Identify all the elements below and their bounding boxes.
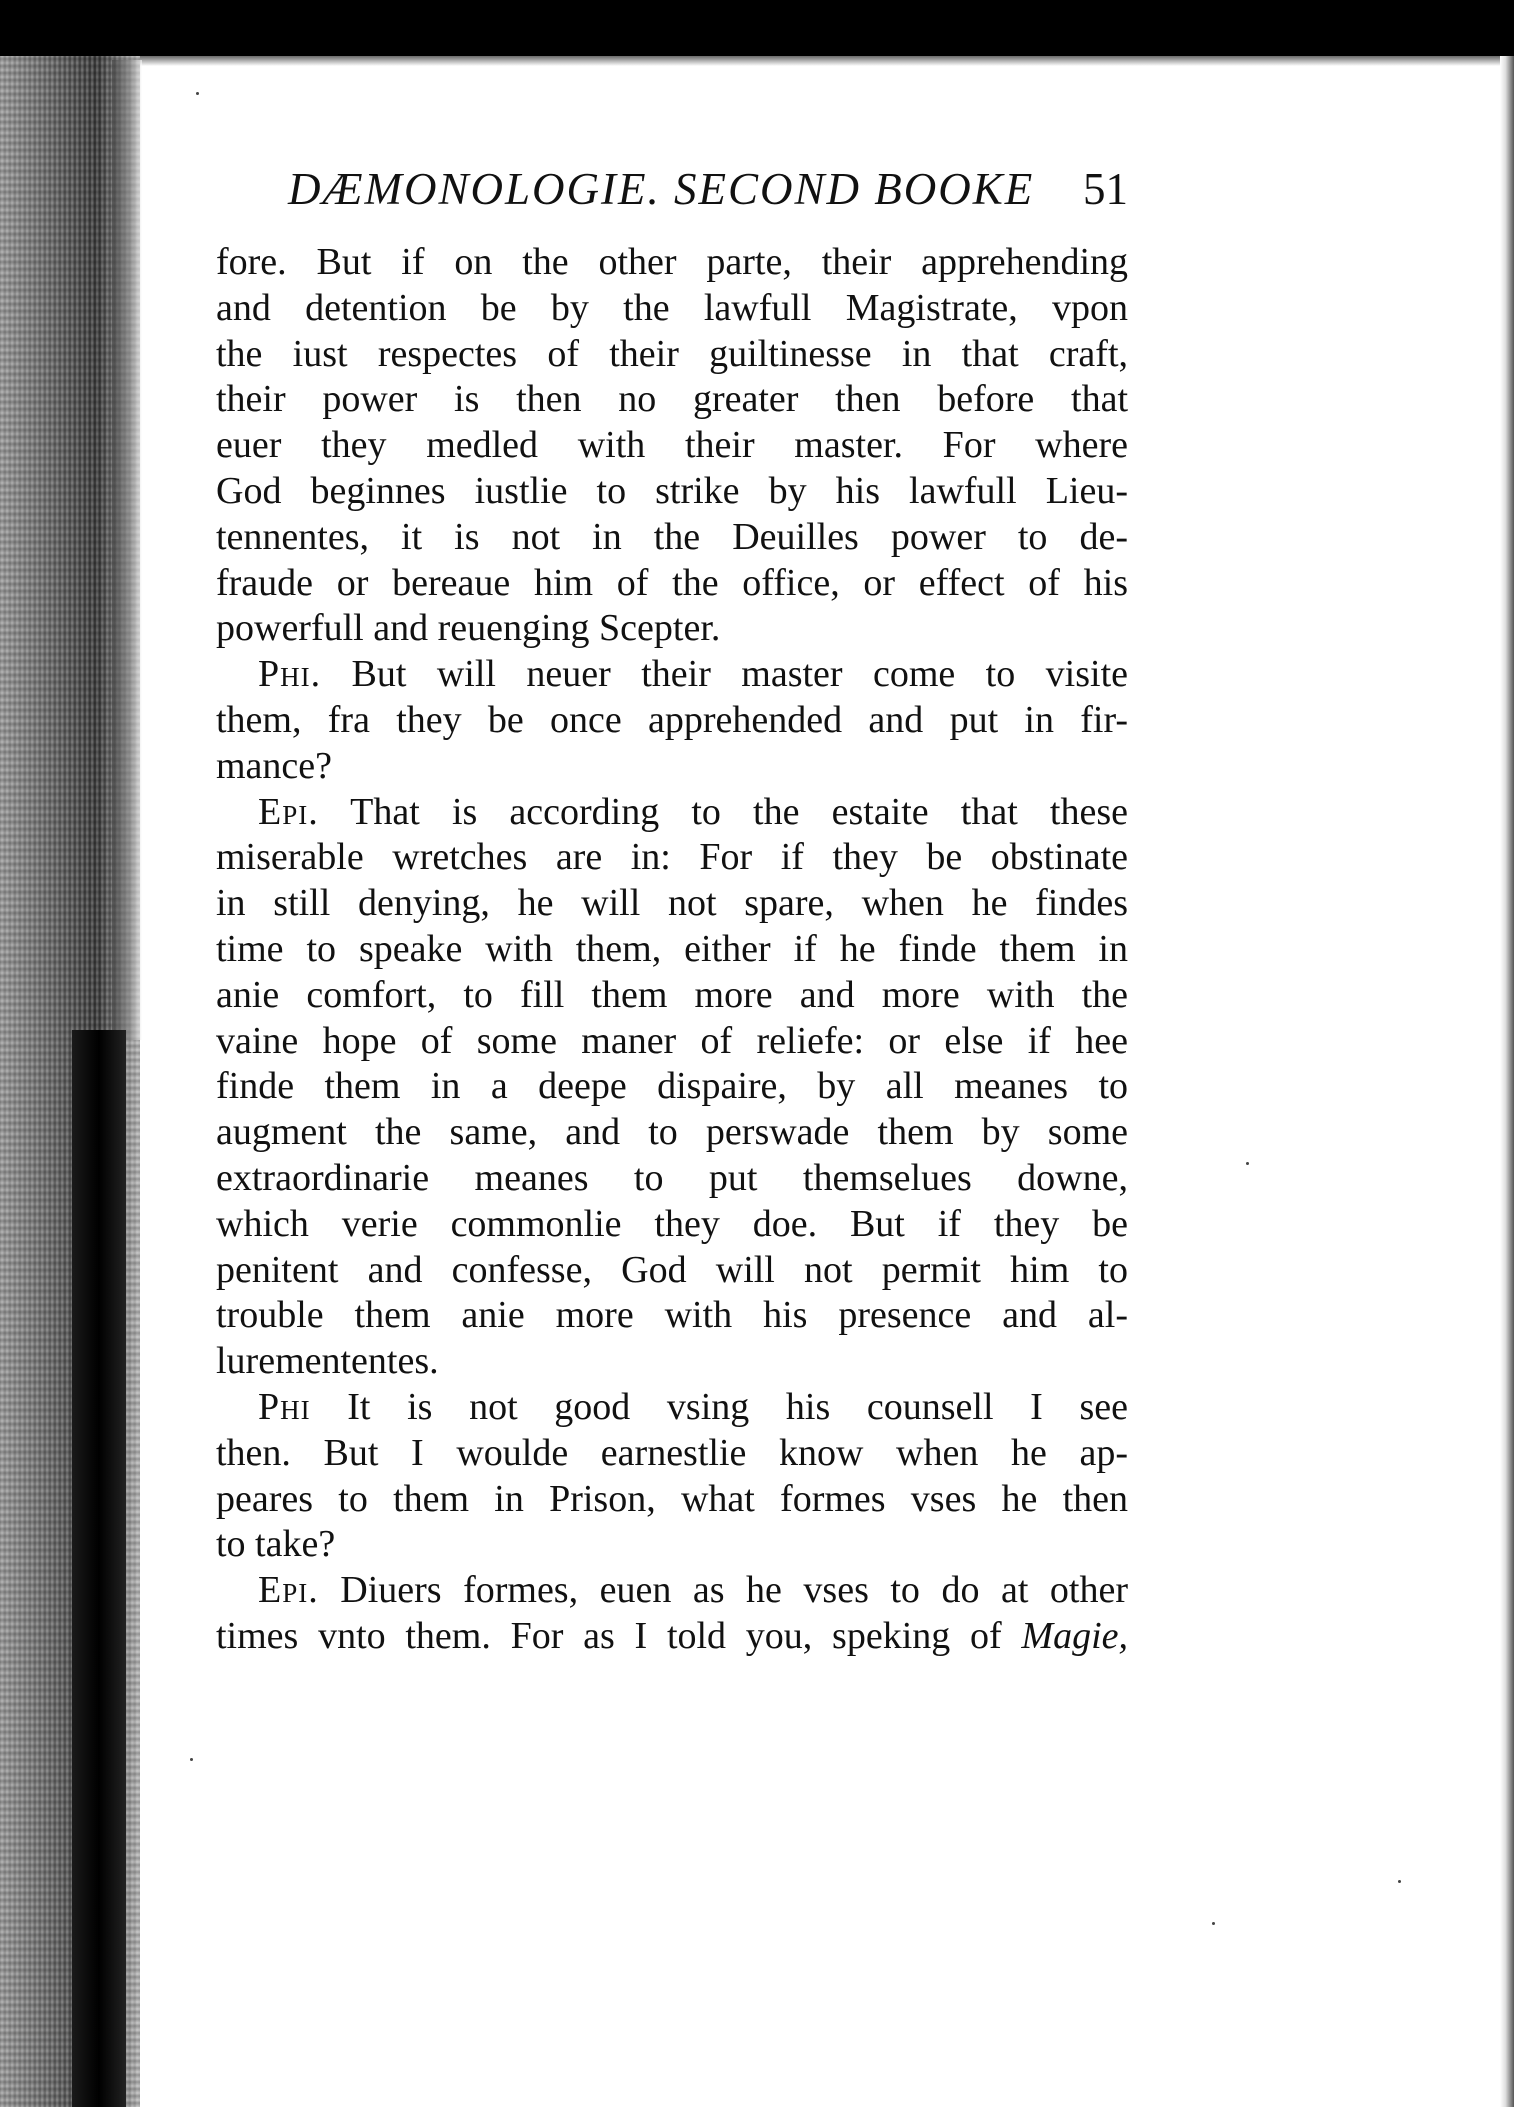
text-line: powerfull and reuenging Scepter. (216, 607, 721, 650)
text-line: them, fra they be once apprehended and put in fir- (216, 698, 1128, 741)
running-head (288, 163, 1128, 227)
text-line: God beginnes iustlie to strike by his lawfull Lieu- (216, 469, 1128, 512)
text-line: penitent and confesse, God will not permit him to (216, 1248, 1128, 1291)
text-line: time to speake with them, either if he finde them in (216, 927, 1128, 970)
text-line: mance? (216, 744, 333, 787)
scan-top-shadow (0, 56, 1514, 66)
italic-word: Magie, (1021, 1614, 1128, 1657)
scan-right-edge (1500, 56, 1514, 2107)
text-line: finde them in a deepe dispaire, by all meanes to (216, 1065, 1128, 1108)
text-line: which verie commonlie they doe. But if they be (216, 1202, 1128, 1245)
text-line: euer they medled with their master. For where (216, 424, 1128, 467)
book-spine (72, 1030, 126, 2107)
text-line: to take? (216, 1523, 336, 1566)
text-line: Phi. But will neuer their master come to visite (258, 653, 1128, 696)
speaker-label: Epi. (258, 790, 319, 833)
text-line: peares to them in Prison, what formes vses he then (216, 1477, 1128, 1520)
text-line: luremententes. (216, 1340, 439, 1383)
text-line: the iust respectes of their guiltinesse in that craft, (216, 332, 1128, 375)
text-line: vaine hope of some maner of reliefe: or else if hee (216, 1019, 1128, 1062)
text-line: times vnto them. For as I told you, speking of Magie, (216, 1614, 1128, 1657)
speaker-label: Phi (258, 1385, 311, 1428)
dust-speck (1398, 1880, 1401, 1883)
book-spine-shadow (112, 60, 142, 1040)
text-line: then. But I woulde earnestlie know when he ap- (216, 1431, 1128, 1474)
speaker-label: Epi. (258, 1569, 319, 1612)
page-number: 51 (1083, 164, 1128, 214)
text-line: trouble them anie more with his presence and al- (216, 1294, 1128, 1337)
text-line: extraordinarie meanes to put themselues downe, (216, 1156, 1128, 1199)
text-line: in still denying, he will not spare, when he findes (216, 882, 1128, 925)
text-line: tennentes, it is not in the Deuilles power to de- (216, 515, 1128, 558)
dust-speck (1212, 1922, 1215, 1925)
text-line: fore. But if on the other parte, their apprehending (216, 241, 1128, 283)
dust-speck (190, 1758, 193, 1761)
text-line: their power is then no greater then before that (216, 378, 1128, 421)
dust-speck (1246, 1162, 1249, 1165)
running-title: DÆMONOLOGIE. SECOND BOOKE (288, 164, 1035, 214)
text-line: Epi. Diuers formes, euen as he vses to do at other (258, 1569, 1128, 1612)
text-line: fraude or bereaue him of the office, or effect of his (216, 561, 1128, 604)
scan-top-border (0, 0, 1514, 56)
speaker-label: Phi. (258, 653, 322, 696)
body-text (216, 240, 1128, 1660)
text-line: and detention be by the lawfull Magistrate, vpon (216, 286, 1128, 329)
text-line: miserable wretches are in: For if they be obstinate (216, 836, 1128, 879)
text-line: Epi. That is according to the estaite that these (258, 790, 1128, 833)
text-line: anie comfort, to fill them more and more with the (216, 973, 1128, 1016)
dust-speck (196, 92, 199, 95)
text-line: Phi It is not good vsing his counsell I see (258, 1385, 1128, 1428)
text-line: augment the same, and to perswade them by some (216, 1111, 1128, 1154)
